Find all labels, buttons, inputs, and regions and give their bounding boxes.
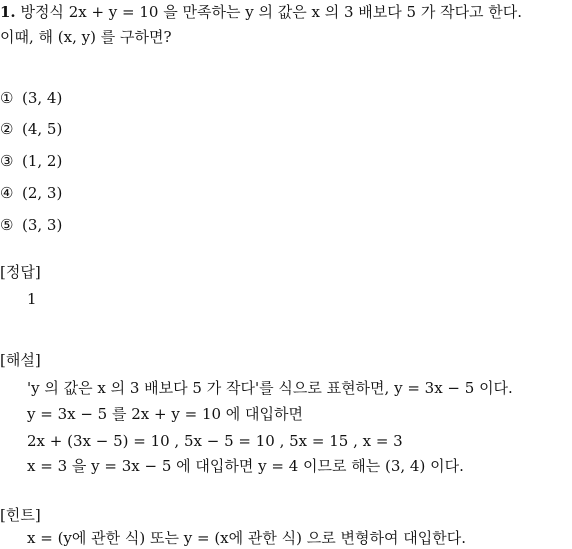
choice-text: (1, 2): [22, 152, 63, 170]
choice-text: (4, 5): [22, 120, 63, 138]
choice-marker: ⑤: [0, 216, 14, 234]
choice-marker: ③: [0, 152, 14, 170]
choice-4[interactable]: [0, 183, 62, 203]
explanation-line-2: y = 3x − 5 를 2x + y = 10 에 대입하면: [27, 405, 304, 423]
question-number: 1.: [0, 3, 16, 21]
choice-5[interactable]: [0, 215, 62, 235]
choice-text: (3, 4): [22, 89, 63, 107]
answer-label: [정답]: [0, 263, 41, 281]
question-text: 방정식 2x + y = 10 을 만족하는 y 의 값은 x 의 3 배보다 5 가 작다고 한다.: [20, 3, 523, 21]
choice-3[interactable]: [0, 151, 62, 171]
hint-line: x = (y에 관한 식) 또는 y = (x에 관한 식) 으로 변형하여 대입한다.: [27, 529, 466, 547]
explanation-line-1: 'y 의 값은 x 의 3 배보다 5 가 작다'를 식으로 표현하면, y = 3x − 5 이다.: [27, 379, 513, 397]
explanation-line-3: 2x + (3x − 5) = 10 , 5x − 5 = 10 , 5x = 15 , x = 3: [27, 432, 403, 450]
answer-value: 1: [27, 290, 37, 308]
choice-marker: ②: [0, 120, 14, 138]
explanation-label: [해설]: [0, 351, 41, 369]
choice-2[interactable]: [0, 119, 62, 139]
choice-text: (3, 3): [22, 216, 63, 234]
question-line-1: [0, 2, 522, 22]
choice-text: (2, 3): [22, 184, 63, 202]
choice-marker: ①: [0, 89, 14, 107]
hint-label: [힌트]: [0, 506, 41, 524]
choice-1[interactable]: [0, 88, 62, 108]
explanation-line-4: x = 3 을 y = 3x − 5 에 대입하면 y = 4 이므로 해는 (3, 4) 이다.: [27, 457, 464, 475]
choice-marker: ④: [0, 184, 14, 202]
question-line-2: 이때, 해 (x, y) 를 구하면?: [0, 28, 172, 46]
